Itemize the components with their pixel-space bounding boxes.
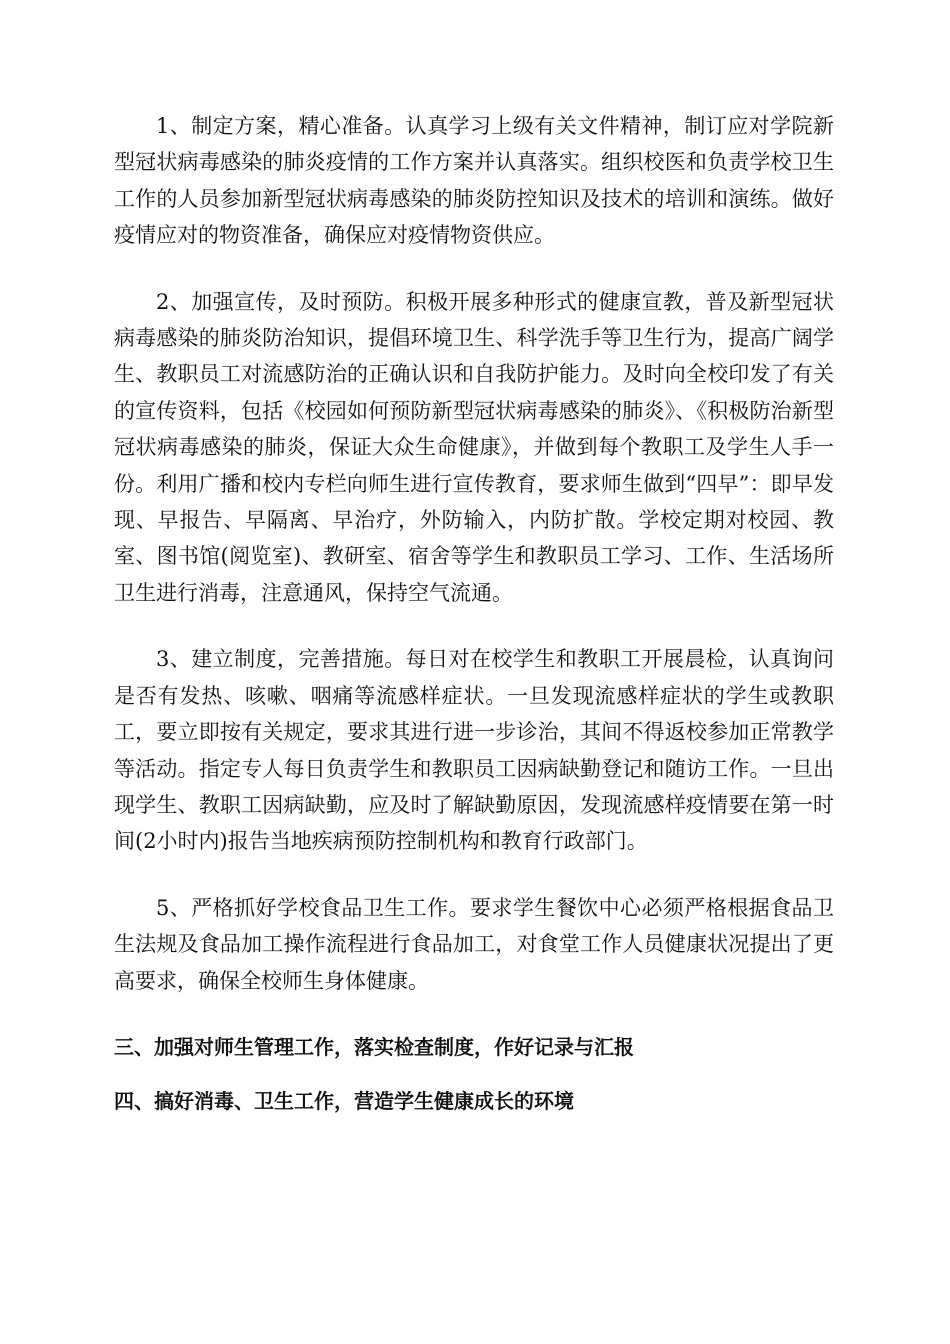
section-heading-three: 三、加强对师生管理工作，落实检查制度，作好记录与汇报 bbox=[114, 1034, 634, 1059]
paragraph-food-hygiene: 5、严格抓好学校食品卫生工作。要求学生餐饮中心必须严格根据食品卫生法规及食品加工操作流程进行食品加工，对食堂工作人员健康状况提出了更高要求，确保全校师生身体健康。 bbox=[114, 895, 834, 993]
section-heading-four: 四、搞好消毒、卫生工作，营造学生健康成长的环境 bbox=[114, 1088, 574, 1113]
paragraph-plan-preparation: 1、制定方案，精心准备。认真学习上级有关文件精神，制订应对学院新型冠状病毒感染的肺炎疫情的工作方案并认真落实。组织校医和负责学校卫生工作的人员参加新型冠状病毒感染的肺炎防控知识及技术的培训和演练。做好疫情应对的物资准备，确保应对疫情物资供应。 bbox=[114, 114, 834, 248]
document-page bbox=[114, 108, 834, 1137]
paragraph-system-measures: 3、建立制度，完善措施。每日对在校学生和教职工开展晨检，认真询问是否有发热、咳嗽、咽痛等流感样症状。一旦发现流感样症状的学生或教职工，要立即按有关规定，要求其进行进一步诊治，其间不得返校参加正常教学等活动。指定专人每日负责学生和教职员工因病缺勤登记和随访工作。一旦出现学生、教职工因病缺勤，应及时了解缺勤原因，发现流感样疫情要在第一时间(2小时内)报告当地疾病预防控制机构和教育行政部门。 bbox=[114, 647, 834, 854]
paragraph-publicity-prevention: 2、加强宣传，及时预防。积极开展多种形式的健康宣教，普及新型冠状病毒感染的肺炎防治知识，提倡环境卫生、科学洗手等卫生行为，提高广阔学生、教职员工对流感防治的正确认识和自我防护能力。及时向全校印发了有关的宣传资料，包括《校园如何预防新型冠状病毒感染的肺炎》、《积极防治新型冠状病毒感染的肺炎，保证大众生命健康》，并做到每个教职工及学生人手一份。利用广播和校内专栏向师生进行宣传教育，要求师生做到“四早”：即早发现、早报告、早隔离、早治疗，外防输入，内防扩散。学校定期对校园、教室、图书馆(阅览室)、教研室、宿舍等学生和教职员工学习、工作、生活场所卫生进行消毒，注意通风，保持空气流通。 bbox=[114, 289, 834, 605]
